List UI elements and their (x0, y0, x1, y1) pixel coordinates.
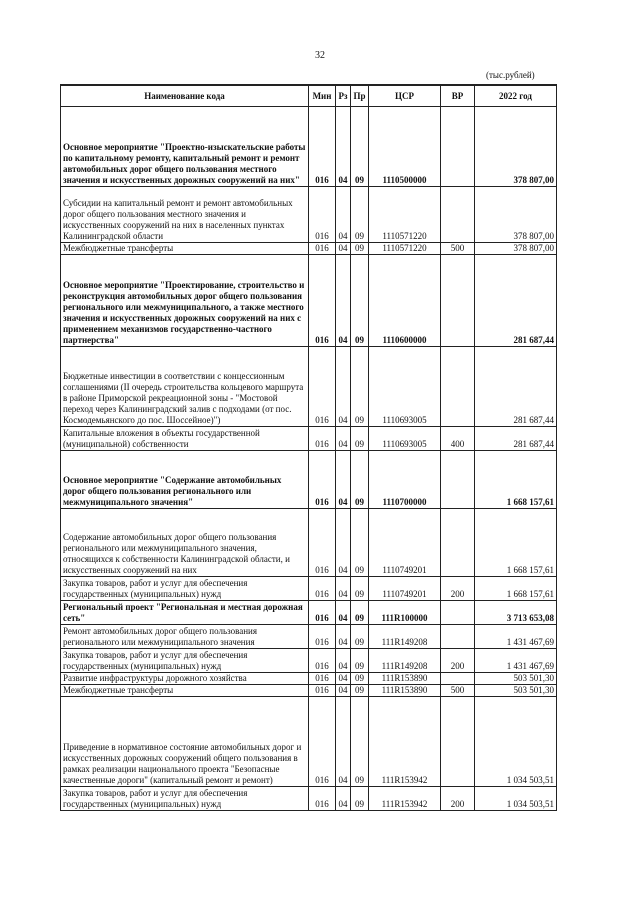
cell-vr (441, 601, 475, 625)
cell-min: 016 (309, 649, 336, 673)
cell-vr (441, 625, 475, 649)
cell-rz: 04 (336, 601, 351, 625)
cell-vr (441, 697, 475, 787)
cell-vr (441, 187, 475, 243)
cell-csr: 111R149208 (369, 649, 441, 673)
cell-min: 016 (309, 255, 336, 347)
cell-pr: 09 (351, 787, 369, 811)
cell-csr: 1110749201 (369, 509, 441, 577)
cell-pr: 09 (351, 509, 369, 577)
cell-amount: 378 807,00 (475, 243, 557, 255)
cell-csr: 111R100000 (369, 601, 441, 625)
cell-min: 016 (309, 187, 336, 243)
cell-rz: 04 (336, 243, 351, 255)
cell-csr: 1110749201 (369, 577, 441, 601)
cell-vr: 500 (441, 243, 475, 255)
cell-vr: 200 (441, 787, 475, 811)
cell-rz: 04 (336, 577, 351, 601)
cell-name: Приведение в нормативное состояние автомобильных дорог и искусственных дорожных сооружений общего пользования в рамках реализации национального проекта "Безопасные качественные дороги" (капитальный ремонт и ремонт) (61, 697, 309, 787)
cell-vr (441, 347, 475, 427)
table-row (61, 427, 557, 451)
header-name: Наименование кода (61, 85, 309, 107)
cell-csr: 1110600000 (369, 255, 441, 347)
cell-name: Основное мероприятие "Проектирование, строительство и реконструкция автомобильных дорог общего пользования регионального или межмуниципального, а также местного значения и искусственных дорожных сооружений на них с применением механизмов государственно-частного партнерства" (61, 255, 309, 347)
table-row (61, 243, 557, 255)
cell-min: 016 (309, 107, 336, 187)
table-header-row (61, 85, 557, 107)
table-row (61, 451, 557, 509)
cell-rz: 04 (336, 649, 351, 673)
cell-amount: 281 687,44 (475, 255, 557, 347)
cell-vr: 500 (441, 685, 475, 697)
cell-vr (441, 255, 475, 347)
cell-amount: 1 431 467,69 (475, 625, 557, 649)
cell-csr: 111R149208 (369, 625, 441, 649)
cell-vr (441, 451, 475, 509)
cell-amount: 378 807,00 (475, 187, 557, 243)
cell-name: Субсидии на капитальный ремонт и ремонт автомобильных дорог общего пользования местного значения и искусственных сооружений на них в населенных пунктах Калининградской области (61, 187, 309, 243)
cell-min: 016 (309, 601, 336, 625)
header-vr: ВР (441, 85, 475, 107)
cell-min: 016 (309, 673, 336, 685)
cell-amount: 281 687,44 (475, 347, 557, 427)
table-row (61, 601, 557, 625)
cell-amount: 3 713 653,08 (475, 601, 557, 625)
cell-pr: 09 (351, 255, 369, 347)
cell-min: 016 (309, 577, 336, 601)
cell-min: 016 (309, 243, 336, 255)
cell-amount: 503 501,30 (475, 673, 557, 685)
cell-amount: 1 034 503,51 (475, 697, 557, 787)
cell-csr: 1110571220 (369, 187, 441, 243)
cell-rz: 04 (336, 255, 351, 347)
cell-pr: 09 (351, 347, 369, 427)
cell-min: 016 (309, 427, 336, 451)
cell-vr: 200 (441, 577, 475, 601)
table-row (61, 649, 557, 673)
cell-min: 016 (309, 787, 336, 811)
cell-amount: 1 668 157,61 (475, 577, 557, 601)
cell-pr: 09 (351, 107, 369, 187)
cell-pr: 09 (351, 685, 369, 697)
table-row (61, 577, 557, 601)
cell-pr: 09 (351, 187, 369, 243)
cell-name: Межбюджетные трансферты (61, 685, 309, 697)
cell-rz: 04 (336, 697, 351, 787)
table-row (61, 673, 557, 685)
cell-rz: 04 (336, 347, 351, 427)
cell-rz: 04 (336, 451, 351, 509)
cell-min: 016 (309, 347, 336, 427)
cell-name: Основное мероприятие "Содержание автомобильных дорог общего пользования регионального или межмуниципального значения" (61, 451, 309, 509)
table-row (61, 509, 557, 577)
cell-min: 016 (309, 697, 336, 787)
cell-name: Ремонт автомобильных дорог общего пользования регионального или межмуниципального значения (61, 625, 309, 649)
cell-rz: 04 (336, 509, 351, 577)
cell-amount: 503 501,30 (475, 685, 557, 697)
cell-csr: 1110700000 (369, 451, 441, 509)
cell-csr: 111R153942 (369, 787, 441, 811)
header-pr: Пр (351, 85, 369, 107)
cell-pr: 09 (351, 697, 369, 787)
table-row (61, 107, 557, 187)
cell-min: 016 (309, 685, 336, 697)
cell-csr: 1110571220 (369, 243, 441, 255)
table-row (61, 685, 557, 697)
cell-csr: 111R153890 (369, 673, 441, 685)
header-year: 2022 год (475, 85, 557, 107)
cell-amount: 281 687,44 (475, 427, 557, 451)
cell-rz: 04 (336, 685, 351, 697)
cell-pr: 09 (351, 649, 369, 673)
cell-min: 016 (309, 625, 336, 649)
cell-vr: 200 (441, 649, 475, 673)
cell-name: Содержание автомобильных дорог общего пользования регионального или межмуниципального значения, относящихся к собственности Калининградской области, и искусственных сооружений на них (61, 509, 309, 577)
table-row (61, 187, 557, 243)
cell-name: Закупка товаров, работ и услуг для обеспечения государственных (муниципальных) нужд (61, 577, 309, 601)
table-row (61, 625, 557, 649)
cell-pr: 09 (351, 577, 369, 601)
table-row (61, 255, 557, 347)
cell-rz: 04 (336, 187, 351, 243)
cell-csr: 1110500000 (369, 107, 441, 187)
cell-rz: 04 (336, 625, 351, 649)
table-row (61, 347, 557, 427)
cell-name: Региональный проект "Региональная и местная дорожная сеть" (61, 601, 309, 625)
budget-table (60, 84, 557, 811)
cell-vr: 400 (441, 427, 475, 451)
cell-csr: 1110693005 (369, 347, 441, 427)
cell-amount: 1 431 467,69 (475, 649, 557, 673)
cell-pr: 09 (351, 243, 369, 255)
header-rz: Рз (336, 85, 351, 107)
page-number: 32 (315, 50, 325, 61)
cell-csr: 111R153942 (369, 697, 441, 787)
units-label: (тыс.рублей) (486, 70, 535, 80)
cell-rz: 04 (336, 787, 351, 811)
cell-name: Капитальные вложения в объекты государственной (муниципальной) собственности (61, 427, 309, 451)
cell-vr (441, 673, 475, 685)
cell-pr: 09 (351, 427, 369, 451)
cell-pr: 09 (351, 601, 369, 625)
cell-amount: 1 668 157,61 (475, 451, 557, 509)
cell-min: 016 (309, 451, 336, 509)
cell-amount: 378 807,00 (475, 107, 557, 187)
cell-pr: 09 (351, 673, 369, 685)
cell-pr: 09 (351, 625, 369, 649)
cell-csr: 1110693005 (369, 427, 441, 451)
table-row (61, 787, 557, 811)
cell-vr (441, 107, 475, 187)
cell-vr (441, 509, 475, 577)
cell-rz: 04 (336, 107, 351, 187)
header-csr: ЦСР (369, 85, 441, 107)
cell-min: 016 (309, 509, 336, 577)
cell-amount: 1 668 157,61 (475, 509, 557, 577)
cell-name: Основное мероприятие "Проектно-изыскательские работы по капитальному ремонту, капитальный ремонт и ремонт автомобильных дорог общего пользования местного значения и искусственных дорожных сооружений на них" (61, 107, 309, 187)
cell-name: Закупка товаров, работ и услуг для обеспечения государственных (муниципальных) нужд (61, 649, 309, 673)
cell-name: Межбюджетные трансферты (61, 243, 309, 255)
cell-name: Развитие инфраструктуры дорожного хозяйства (61, 673, 309, 685)
cell-name: Закупка товаров, работ и услуг для обеспечения государственных (муниципальных) нужд (61, 787, 309, 811)
cell-rz: 04 (336, 427, 351, 451)
cell-csr: 111R153890 (369, 685, 441, 697)
cell-name: Бюджетные инвестиции в соответствии с концессионным соглашениями (II очередь строительства кольцевого маршрута в районе Приморской рекреационной зоны - "Мостовой переход через Калининградский залив с подходами (от пос. Космодемьянского до пос. Шоссейное)") (61, 347, 309, 427)
cell-rz: 04 (336, 673, 351, 685)
cell-amount: 1 034 503,51 (475, 787, 557, 811)
table-row (61, 697, 557, 787)
cell-pr: 09 (351, 451, 369, 509)
header-min: Мин (309, 85, 336, 107)
